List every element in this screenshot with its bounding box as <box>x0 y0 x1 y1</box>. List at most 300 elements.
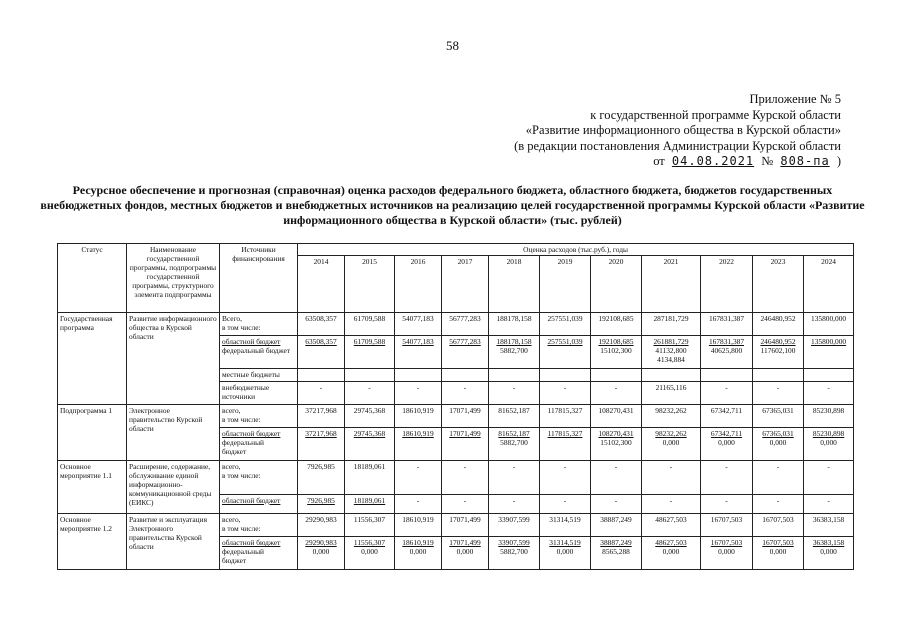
value-cell <box>489 313 540 336</box>
header-name: Наименование государственной программы, подпрограммы государственной программы, структурного элемента подпрограммы <box>127 244 220 313</box>
value: 29290,983 <box>305 514 337 524</box>
value: 0,000 <box>718 547 735 556</box>
value: 67342,711 <box>710 429 743 439</box>
value-cell <box>298 428 345 461</box>
value: 18610,919 <box>402 538 434 547</box>
value: - <box>319 383 323 393</box>
value: 11556,307 <box>353 514 386 524</box>
row-status: Основное мероприятие 1.1 <box>58 461 127 514</box>
source-line: областной бюджет <box>222 495 281 505</box>
appendix-line: к государственной программе Курской области <box>590 107 841 122</box>
value: 81652,187 <box>498 429 530 439</box>
value: - <box>563 383 567 393</box>
value: - <box>368 383 371 393</box>
value-cell <box>753 494 804 513</box>
value-cell <box>701 382 753 405</box>
value: - <box>776 495 780 505</box>
header-year: 2017 <box>442 256 489 313</box>
value-cell <box>298 405 345 428</box>
source-line: в том числе: <box>222 415 261 425</box>
source-line: федеральный <box>222 438 264 448</box>
value: 16707,503 <box>762 514 794 524</box>
value-cell <box>701 369 753 382</box>
value-cell <box>395 382 442 405</box>
value: 108270,431 <box>598 429 634 439</box>
value: 167831,387 <box>708 337 745 347</box>
source-line: областной бюджет <box>222 538 281 547</box>
value: - <box>614 462 618 472</box>
value-cell <box>642 428 701 461</box>
value: 0,000 <box>718 438 735 448</box>
value: 67342,711 <box>710 406 743 416</box>
value-cell <box>442 428 489 461</box>
header-year: 2014 <box>298 256 345 313</box>
value-cell <box>489 369 540 382</box>
value: 4134,884 <box>657 355 685 365</box>
value: 31314,519 <box>549 514 581 524</box>
value: 11556,307 <box>353 538 386 547</box>
value-cell <box>591 405 642 428</box>
value-cell <box>753 382 804 405</box>
value-cell <box>642 382 701 405</box>
value-cell <box>753 537 804 570</box>
value: 15102,300 <box>600 346 632 356</box>
value-cell <box>591 336 642 369</box>
value: - <box>512 383 516 393</box>
header-year: 2022 <box>701 256 753 313</box>
row-source <box>220 369 298 382</box>
value: 192108,685 <box>598 337 634 347</box>
number-prefix: № <box>761 154 774 168</box>
value-cell <box>298 494 345 513</box>
header-year: 2024 <box>804 256 854 313</box>
value: 0,000 <box>662 438 680 448</box>
value: - <box>725 495 728 505</box>
value: 0,000 <box>456 547 474 556</box>
header-year: 2023 <box>753 256 804 313</box>
row-source <box>220 405 298 428</box>
value: 0,000 <box>662 547 680 556</box>
header-row <box>58 244 854 256</box>
value: - <box>416 383 420 393</box>
value: 36383,158 <box>812 538 845 547</box>
header-estimate: Оценка расходов (тыс.руб.), годы <box>298 244 854 256</box>
value: 33907,599 <box>498 514 530 524</box>
value: 188178,158 <box>496 337 532 347</box>
source-line: бюджет <box>222 556 247 565</box>
value-cell <box>642 537 701 570</box>
value: 38887,249 <box>600 538 632 547</box>
value-cell <box>804 428 854 461</box>
value-cell <box>442 513 489 536</box>
value-cell <box>591 513 642 536</box>
value-cell <box>345 428 395 461</box>
table-row <box>58 461 854 495</box>
value-cell <box>540 369 591 382</box>
value-cell <box>701 313 753 336</box>
value-cell <box>395 428 442 461</box>
row-name: Развитие и эксплуатация Электронного правительства Курской области <box>127 513 220 569</box>
source-line: в том числе: <box>222 323 261 332</box>
value-cell <box>298 537 345 570</box>
value-cell <box>642 369 701 382</box>
value-cell <box>804 537 854 570</box>
value: - <box>725 383 728 393</box>
value: 0,000 <box>820 547 837 556</box>
closing-paren: ) <box>836 154 841 168</box>
value-cell <box>298 513 345 536</box>
row-name: Электронное правительство Курской области <box>127 405 220 461</box>
value: 41132,800 <box>655 346 687 356</box>
value: - <box>827 495 830 505</box>
value: 67365,031 <box>762 406 794 416</box>
source-line: областной бюджет <box>222 429 281 439</box>
value-cell <box>442 336 489 369</box>
value-cell <box>591 313 642 336</box>
value: 61709,588 <box>353 314 386 323</box>
value-cell <box>642 494 701 513</box>
value: - <box>725 462 728 472</box>
value: - <box>463 462 467 472</box>
value-cell <box>540 428 591 461</box>
value: 33907,599 <box>498 538 530 547</box>
value-cell <box>395 461 442 495</box>
value-cell <box>753 513 804 536</box>
value: 17071,499 <box>449 429 481 439</box>
value: 117602,100 <box>760 346 796 356</box>
value: 36383,158 <box>812 514 845 524</box>
source-line: в том числе: <box>222 523 261 533</box>
value: - <box>827 383 830 393</box>
value-cell <box>298 313 345 336</box>
value: - <box>776 383 780 393</box>
decree-date: 04.08.2021 <box>671 154 755 168</box>
value: 0,000 <box>409 547 427 556</box>
value-cell <box>489 513 540 536</box>
header-sources: Источники финансирования <box>220 244 298 313</box>
value: 17071,499 <box>449 406 481 416</box>
value-cell <box>701 405 753 428</box>
row-source <box>220 382 298 405</box>
value: 135800,000 <box>811 314 847 323</box>
value-cell <box>642 405 701 428</box>
value-cell <box>701 513 753 536</box>
value: 56777,283 <box>449 337 481 347</box>
source-line: областной бюджет <box>222 337 281 347</box>
source-line: в том числе: <box>222 471 261 481</box>
value-cell <box>804 513 854 536</box>
header-year: 2021 <box>642 256 701 313</box>
expenses-table <box>57 243 854 570</box>
value: - <box>669 462 673 472</box>
value: 5882,700 <box>500 346 528 356</box>
value-cell <box>395 537 442 570</box>
value: 63508,357 <box>305 314 337 323</box>
value-cell <box>442 313 489 336</box>
value: 0,000 <box>769 547 787 556</box>
value: 188178,158 <box>496 314 532 323</box>
value-cell <box>395 336 442 369</box>
value: 63508,357 <box>305 337 337 347</box>
value-cell <box>489 382 540 405</box>
source-line: источники <box>222 392 256 402</box>
value-cell <box>489 428 540 461</box>
table-row <box>58 513 854 536</box>
row-source <box>220 336 298 369</box>
value: 85230,898 <box>812 429 845 439</box>
value-cell <box>804 405 854 428</box>
header-year: 2015 <box>345 256 395 313</box>
value-cell <box>804 369 854 382</box>
value-cell <box>642 461 701 495</box>
value: 117815,327 <box>547 406 583 416</box>
value: - <box>614 495 618 505</box>
value: 29290,983 <box>305 538 337 547</box>
header-year: 2020 <box>591 256 642 313</box>
page-number: 58 <box>446 38 459 53</box>
value-cell <box>345 494 395 513</box>
value-cell <box>395 313 442 336</box>
value: 167831,387 <box>708 314 745 323</box>
source-line: всего, <box>222 406 241 416</box>
row-source <box>220 428 298 461</box>
value-cell <box>804 336 854 369</box>
value: - <box>463 383 467 393</box>
source-line: федеральный <box>222 547 264 556</box>
value: 54077,183 <box>402 314 434 323</box>
value-cell <box>345 513 395 536</box>
value: 48627,503 <box>655 514 687 524</box>
value-cell <box>753 405 804 428</box>
source-line: всего, <box>222 462 241 472</box>
value-cell <box>345 537 395 570</box>
value: 21165,116 <box>655 383 687 393</box>
value: - <box>512 462 516 472</box>
value-cell <box>345 461 395 495</box>
value: 246480,952 <box>760 314 796 323</box>
source-line: бюджет <box>222 447 247 457</box>
value-cell <box>442 382 489 405</box>
value: 108270,431 <box>598 406 634 416</box>
value: - <box>827 462 830 472</box>
appendix-line: «Развитие информационного общества в Курской области» <box>525 123 841 137</box>
decree-number: 808-па <box>780 154 830 168</box>
value-cell <box>804 382 854 405</box>
value-cell <box>753 428 804 461</box>
value: 37217,968 <box>305 429 337 439</box>
value-cell <box>442 405 489 428</box>
value-cell <box>489 461 540 495</box>
value-cell <box>298 461 345 495</box>
appendix-line: Приложение № 5 <box>749 92 841 106</box>
value: 81652,187 <box>498 406 530 416</box>
value-cell <box>591 369 642 382</box>
value: 17071,499 <box>449 514 481 524</box>
table-row <box>58 405 854 428</box>
value-cell <box>442 494 489 513</box>
appendix-line: (в редакции постановления Администрации Курской области <box>514 138 841 153</box>
value: 0,000 <box>312 547 330 556</box>
value: 0,000 <box>820 438 837 448</box>
value: 31314,519 <box>549 538 581 547</box>
value: 98232,262 <box>655 429 687 439</box>
value-cell <box>701 537 753 570</box>
source-line: федеральный бюджет <box>222 346 291 356</box>
table-row <box>58 313 854 336</box>
value-cell <box>540 405 591 428</box>
value-cell <box>701 428 753 461</box>
value-cell <box>591 461 642 495</box>
value: 56777,283 <box>449 314 481 323</box>
value-cell <box>540 382 591 405</box>
value: 29745,368 <box>353 406 386 416</box>
value: 67365,031 <box>762 429 794 439</box>
value-cell <box>591 537 642 570</box>
value: 18189,061 <box>353 462 386 472</box>
value: 17071,499 <box>449 538 481 547</box>
document-title: Ресурсное обеспечение и прогнозная (справочная) оценка расходов федерального бюджета, областного бюджета, бюджетов государственных внебюджетных фондов, местных бюджетов и внебюджетных источников на реализацию целей государственной программы Курской области «Развитие информационного общества в Курской области» (тыс. рублей) <box>40 183 865 227</box>
value-cell <box>642 313 701 336</box>
value: 246480,952 <box>760 337 796 347</box>
value-cell <box>442 537 489 570</box>
value: 257551,039 <box>547 314 583 323</box>
value: - <box>512 495 516 505</box>
source-line: всего, <box>222 514 241 524</box>
row-name: Расширение, содержание, обслуживание единой информационно-коммуникационной среды (ЕИКС) <box>127 461 220 514</box>
value-cell <box>642 336 701 369</box>
row-status: Основное мероприятие 1.2 <box>58 513 127 569</box>
value: 117815,327 <box>547 429 583 439</box>
value-cell <box>345 313 395 336</box>
value-cell <box>591 382 642 405</box>
value-cell <box>540 537 591 570</box>
value: 5882,700 <box>500 438 528 448</box>
value: 85230,898 <box>812 406 845 416</box>
value: 29745,368 <box>353 429 386 439</box>
header-year: 2019 <box>540 256 591 313</box>
value-cell <box>489 405 540 428</box>
value-cell <box>591 428 642 461</box>
value: 135800,000 <box>811 337 847 347</box>
value: 15102,300 <box>600 438 632 448</box>
value-cell <box>345 405 395 428</box>
value-cell <box>540 336 591 369</box>
value-cell <box>345 369 395 382</box>
row-source <box>220 313 298 336</box>
value: 18610,919 <box>402 429 434 439</box>
header-status: Статус <box>58 244 127 313</box>
header-year: 2016 <box>395 256 442 313</box>
value: 48627,503 <box>655 538 687 547</box>
value: 16707,503 <box>710 514 743 524</box>
value: 7926,985 <box>307 495 335 505</box>
value-cell <box>345 336 395 369</box>
value-cell <box>442 369 489 382</box>
value: 0,000 <box>769 438 787 448</box>
value: - <box>563 495 567 505</box>
row-status: Государственная программа <box>58 313 127 405</box>
value: - <box>416 462 420 472</box>
row-source <box>220 537 298 570</box>
value: 287181,729 <box>653 314 689 323</box>
value-cell <box>753 461 804 495</box>
value-cell <box>701 461 753 495</box>
value: 98232,262 <box>655 406 687 416</box>
value: 16707,503 <box>710 538 743 547</box>
value-cell <box>442 461 489 495</box>
value: 257551,039 <box>547 337 583 347</box>
row-source <box>220 513 298 536</box>
value-cell <box>298 382 345 405</box>
value-cell <box>804 461 854 495</box>
header-year: 2018 <box>489 256 540 313</box>
value-cell <box>395 369 442 382</box>
value-cell <box>804 313 854 336</box>
value: 8565,288 <box>602 547 630 556</box>
value: - <box>669 495 673 505</box>
source-line: Всего, <box>222 314 242 323</box>
source-line: внебюджетные <box>222 383 270 393</box>
appendix-header <box>421 92 841 170</box>
decree-date-line <box>421 154 841 170</box>
value-cell <box>701 336 753 369</box>
value-cell <box>701 494 753 513</box>
value: 61709,588 <box>353 337 386 347</box>
row-status: Подпрограмма 1 <box>58 405 127 461</box>
value-cell <box>298 336 345 369</box>
value-cell <box>489 537 540 570</box>
row-source <box>220 494 298 513</box>
row-name: Развитие информационного общества в Курской области <box>127 313 220 405</box>
value-cell <box>540 494 591 513</box>
value: 18610,919 <box>402 514 434 524</box>
source-line: местные бюджеты <box>222 370 280 379</box>
value-cell <box>489 336 540 369</box>
value: 261881,729 <box>653 337 689 347</box>
value-cell <box>540 461 591 495</box>
value: 18610,919 <box>402 406 434 416</box>
value: - <box>563 462 567 472</box>
row-source <box>220 461 298 495</box>
value: 18189,061 <box>353 495 386 505</box>
value: - <box>614 383 618 393</box>
value-cell <box>753 336 804 369</box>
value: 5882,700 <box>500 547 528 556</box>
value-cell <box>804 494 854 513</box>
value-cell <box>395 513 442 536</box>
value-cell <box>753 369 804 382</box>
value-cell <box>489 494 540 513</box>
value: 192108,685 <box>598 314 634 323</box>
value: 38887,249 <box>600 514 632 524</box>
value: 16707,503 <box>762 538 794 547</box>
value: 37217,968 <box>305 406 337 416</box>
value: 54077,183 <box>402 337 434 347</box>
value: - <box>776 462 780 472</box>
value-cell <box>591 494 642 513</box>
value-cell <box>395 405 442 428</box>
value-cell <box>395 494 442 513</box>
value-cell <box>298 369 345 382</box>
date-prefix: от <box>653 154 665 168</box>
value: - <box>416 495 420 505</box>
value: 40625,800 <box>710 346 743 356</box>
value-cell <box>753 313 804 336</box>
value-cell <box>540 313 591 336</box>
value-cell <box>345 382 395 405</box>
value-cell <box>642 513 701 536</box>
value: 7926,985 <box>307 462 335 472</box>
